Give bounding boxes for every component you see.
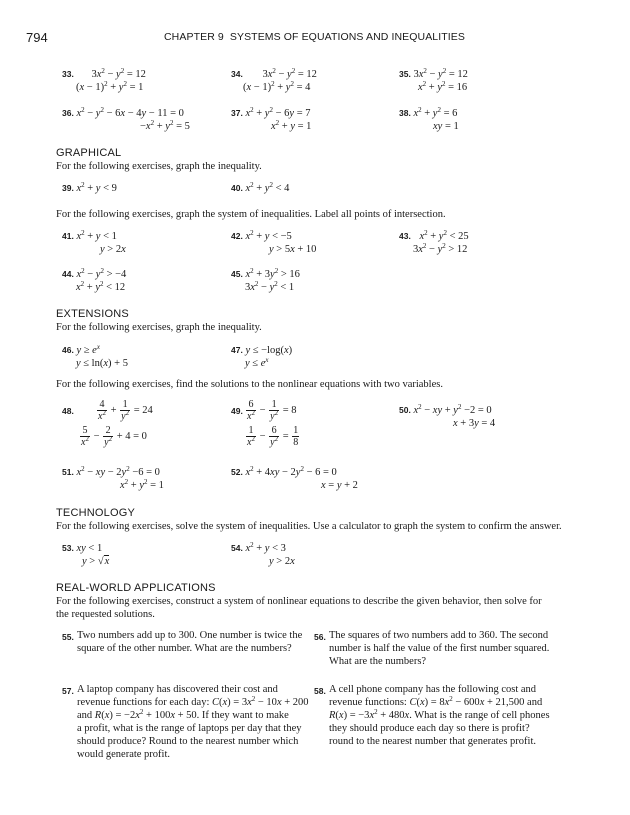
section-extensions: EXTENSIONS — [56, 308, 129, 320]
exercise-54: 54. $x^2 + y < 3$ y > 2x — [231, 541, 295, 567]
exercise-38: 38. $x^2 + y^2 = 6$ xy = 1 — [399, 106, 459, 132]
exercise-40: 40. $x^2 + y^2 < 4$ — [231, 181, 290, 194]
exercise-48-number: 48. — [62, 406, 74, 416]
exercise-50: 50. $x^2$ − xy + $y^2 -2 = 0$ x + 3y = 4 — [399, 403, 496, 429]
instruction-construct-2: the requested solutions. — [56, 609, 155, 620]
section-real-world: REAL-WORLD APPLICATIONS — [56, 582, 216, 594]
exercise-58-text: A cell phone company has the following cost and revenue functions: $C(x) = 8x^2 - 600x + 21,500$ and $R(x) = -3x^2 + 480x$. What is the range of cell phones they should produce each day so there is profit? round to the nearest number that generates profit. — [329, 684, 550, 747]
exercise-37: 37. $x^2 + y^2 - 6y = 7$ $x^2 + y = 1$ — [231, 106, 312, 132]
exercise-55-text: Two numbers add up to 300. One number is twice the square of the other number. What are the numbers? — [77, 630, 303, 654]
instruction-graph-inequality: For the following exercises, graph the inequality. — [56, 161, 262, 172]
exercise-35: 35. $3x^2 - y^2 = 12$ $x^2 + y^2 = 16$ — [399, 67, 468, 93]
exercise-41: 41. $x^2 + y < 1$ y > 2x — [62, 229, 126, 255]
exercise-47: 47. y ≤ −log(x) $y \le e^x$ — [231, 345, 293, 369]
exercise-52: 52. $x^2 + 4xy - 2y^2 - 6 = 0$ x = y + 2 — [231, 465, 358, 491]
instruction-solve-system: For the following exercises, solve the system of inequalities. Use a calculator to graph the system to confirm the answer. — [56, 521, 562, 532]
exercise-53: 53. xy < 1 y > √x — [62, 543, 110, 567]
exercise-48-line2: $\frac{5}{x^2}$ − $\frac{2}{y^2}$ + 4 = 0 — [81, 425, 147, 448]
exercise-57-text: A laptop company has discovered their cost and revenue functions for each day: $C(x) = 3x^2 - 10x + 200$ and $R(x) = -2x^2 + 100x + 50$. If they want to make a profit, what is the range of laptops per day that they should produce? Round to the nearest number which would generate profit. — [77, 684, 309, 760]
exercise-49-number: 49. — [231, 406, 243, 416]
exercise-45: 45. $x^2 + 3y^2 > 16$ $3x^2 - y^2 < 1$ — [231, 267, 300, 293]
exercise-56-text: The squares of two numbers add to 360. The second number is half the value of the first number squared. What are the numbers? — [329, 630, 550, 667]
exercise-43: 43. $x^2 + y^2 < 25$ $3x^2 - y^2 > 12$ — [399, 229, 469, 255]
exercise-44: 44. $x^2 - y^2 > -4$ $x^2 + y^2 < 12$ — [62, 267, 127, 293]
instruction-graph-system: For the following exercises, graph the system of inequalities. Label all points of intersection. — [56, 209, 446, 220]
exercise-48-line1: $\frac{4}{x^2}$ + $\frac{1}{y^2}$ = 24 — [98, 399, 153, 422]
chapter-label: CHAPTER 9 — [164, 31, 224, 43]
page-number: 794 — [26, 30, 48, 45]
exercise-46: 46. $y \ge e^x$ y ≤ ln(x) + 5 — [62, 343, 128, 369]
exercise-58-number: 58. — [314, 686, 326, 696]
exercise-57-number: 57. — [62, 686, 74, 696]
exercise-34: 34. $3x^2 - y^2 = 12$ $(x - 1)^2 + y^2 = 4$ — [231, 67, 317, 93]
exercise-49-line1: $\frac{6}{x^2}$ − $\frac{1}{y^2}$ = 8 — [247, 399, 297, 422]
exercise-55-number: 55. — [62, 632, 74, 642]
section-technology: TECHNOLOGY — [56, 507, 136, 519]
exercise-51: 51. $x^2$ − xy − $2y^2 -6 = 0$ $x^2 + y^2 = 1$ — [62, 465, 164, 491]
chapter-title: SYSTEMS OF EQUATIONS AND INEQUALITIES — [229, 31, 466, 43]
exercise-36: 36. $x^2 - y^2 - 6x - 4y - 11 = 0$ $-x^2 + y^2 = 5$ — [62, 106, 190, 132]
section-graphical: GRAPHICAL — [56, 147, 122, 159]
exercise-33: 33. $3x^2 - y^2 = 12$ $(x - 1)^2 + y^2 = 1$ — [62, 67, 146, 93]
exercise-42: 42. $x^2 + y < -5$ y > 5x + 10 — [231, 229, 317, 255]
exercise-39: 39. $x^2 + y < 9$ — [62, 181, 117, 194]
instruction-graph-inequality-2: For the following exercises, graph the inequality. — [56, 322, 262, 333]
instruction-find-solutions: For the following exercises, find the solutions to the nonlinear equations with two variables. — [56, 379, 443, 390]
exercise-56-number: 56. — [314, 632, 326, 642]
exercise-49-line2: $\frac{1}{x^2}$ − $\frac{6}{y^2}$ = $\frac{1}{8}$ — [247, 425, 299, 448]
instruction-construct-1: For the following exercises, construct a system of nonlinear equations to describe the given behavior, then solve for — [56, 596, 542, 607]
chapter-header — [164, 31, 465, 43]
